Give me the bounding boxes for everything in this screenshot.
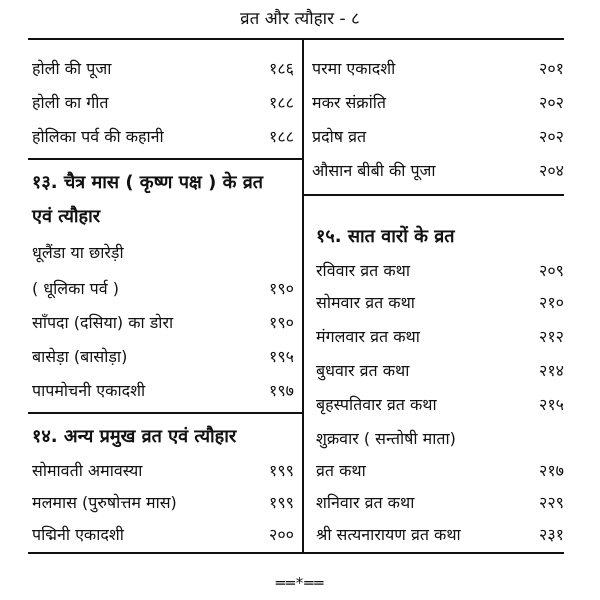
toc-entry-label: मंगलवार व्रत कथा xyxy=(316,327,420,346)
toc-entry-label: होली का गीत xyxy=(32,93,109,112)
toc-entry-label: साँपदा (दसिया) का डोरा xyxy=(32,313,174,332)
toc-entry-label: शनिवार व्रत कथा xyxy=(316,493,415,512)
toc-entry-page: १८८ xyxy=(269,93,294,112)
toc-entry-page: २०१ xyxy=(539,59,564,78)
section-rule xyxy=(28,412,302,414)
toc-entry-label: व्रत कथा xyxy=(316,461,366,480)
toc-entry-label: होली की पूजा xyxy=(32,59,112,78)
section-rule xyxy=(28,158,302,160)
section-15-title: १५. सात वारों के व्रत xyxy=(316,226,455,247)
toc-entry-page: १९५ xyxy=(269,347,294,366)
toc-entry-label: होलिका पर्व की कहानी xyxy=(32,127,164,146)
toc-entry-label: बासेड़ा (बासोड़ा) xyxy=(32,347,128,366)
toc-entry-label: परमा एकादशी xyxy=(312,59,396,78)
page-header: व्रत और त्यौहार - ८ xyxy=(240,9,360,29)
toc-entry-page: २१२ xyxy=(539,327,564,346)
toc-entry-label: रविवार व्रत कथा xyxy=(316,261,411,280)
toc-entry-page: २०२ xyxy=(539,127,564,146)
toc-entry-label: ( धूलिका पर्व ) xyxy=(32,279,119,298)
toc-entry-page: १९९ xyxy=(269,493,294,512)
toc-entry-label: औसान बीबी की पूजा xyxy=(312,161,436,180)
toc-entry-label: पापमोचनी एकादशी xyxy=(32,381,146,400)
toc-entry-page: २०२ xyxy=(539,93,564,112)
section-13-title: १३. चैत्र मास ( कृष्ण पक्ष ) के व्रत xyxy=(32,172,263,193)
bottom-rule xyxy=(28,552,564,554)
toc-entry-page: १९० xyxy=(269,313,294,332)
toc-entry-page: १९० xyxy=(269,279,294,298)
toc-entry-page: २२९ xyxy=(539,493,564,512)
toc-entry-label: बुधवार व्रत कथा xyxy=(316,361,410,380)
toc-entry-label: सोमवार व्रत कथा xyxy=(316,293,415,312)
toc-entry-page: २०९ xyxy=(539,261,564,280)
toc-entry-label: बृहस्पतिवार व्रत कथा xyxy=(316,395,437,414)
section-rule xyxy=(302,194,564,196)
footer-ornament: ══*══ xyxy=(275,574,325,592)
toc-entry-page: २०४ xyxy=(539,161,564,180)
toc-entry-page: २३१ xyxy=(539,525,564,544)
header-rule xyxy=(28,38,564,40)
toc-entry-label: प्रदोष व्रत xyxy=(312,127,367,146)
section-13-title-cont: एवं त्यौहार xyxy=(32,206,101,227)
toc-entry-label: पद्मिनी एकादशी xyxy=(32,525,124,544)
toc-entry-page: १८८ xyxy=(269,127,294,146)
column-divider xyxy=(302,40,304,552)
toc-entry-page: २०० xyxy=(269,525,294,544)
toc-entry-label: धूलैंडा या छारेड़ी xyxy=(32,243,124,262)
section-14-title: १४. अन्य प्रमुख व्रत एवं त्यौहार xyxy=(32,426,237,447)
toc-entry-page: २१७ xyxy=(539,461,564,480)
toc-entry-page: १८६ xyxy=(269,59,294,78)
toc-entry-label: मलमास (पुरुषोत्तम मास) xyxy=(32,493,177,512)
toc-entry-page: २१० xyxy=(539,293,564,312)
toc-entry-label: शुक्रवार ( सन्तोषी माता) xyxy=(316,429,456,448)
toc-entry-label: सोमावती अमावस्या xyxy=(32,461,143,480)
toc-entry-page: १९७ xyxy=(269,381,294,400)
toc-entry-page: २१५ xyxy=(539,395,564,414)
toc-entry-page: १९९ xyxy=(269,461,294,480)
toc-entry-page: २१४ xyxy=(539,361,564,380)
toc-entry-label: मकर संक्रांति xyxy=(312,93,386,112)
toc-entry-label: श्री सत्यनारायण व्रत कथा xyxy=(316,525,461,544)
